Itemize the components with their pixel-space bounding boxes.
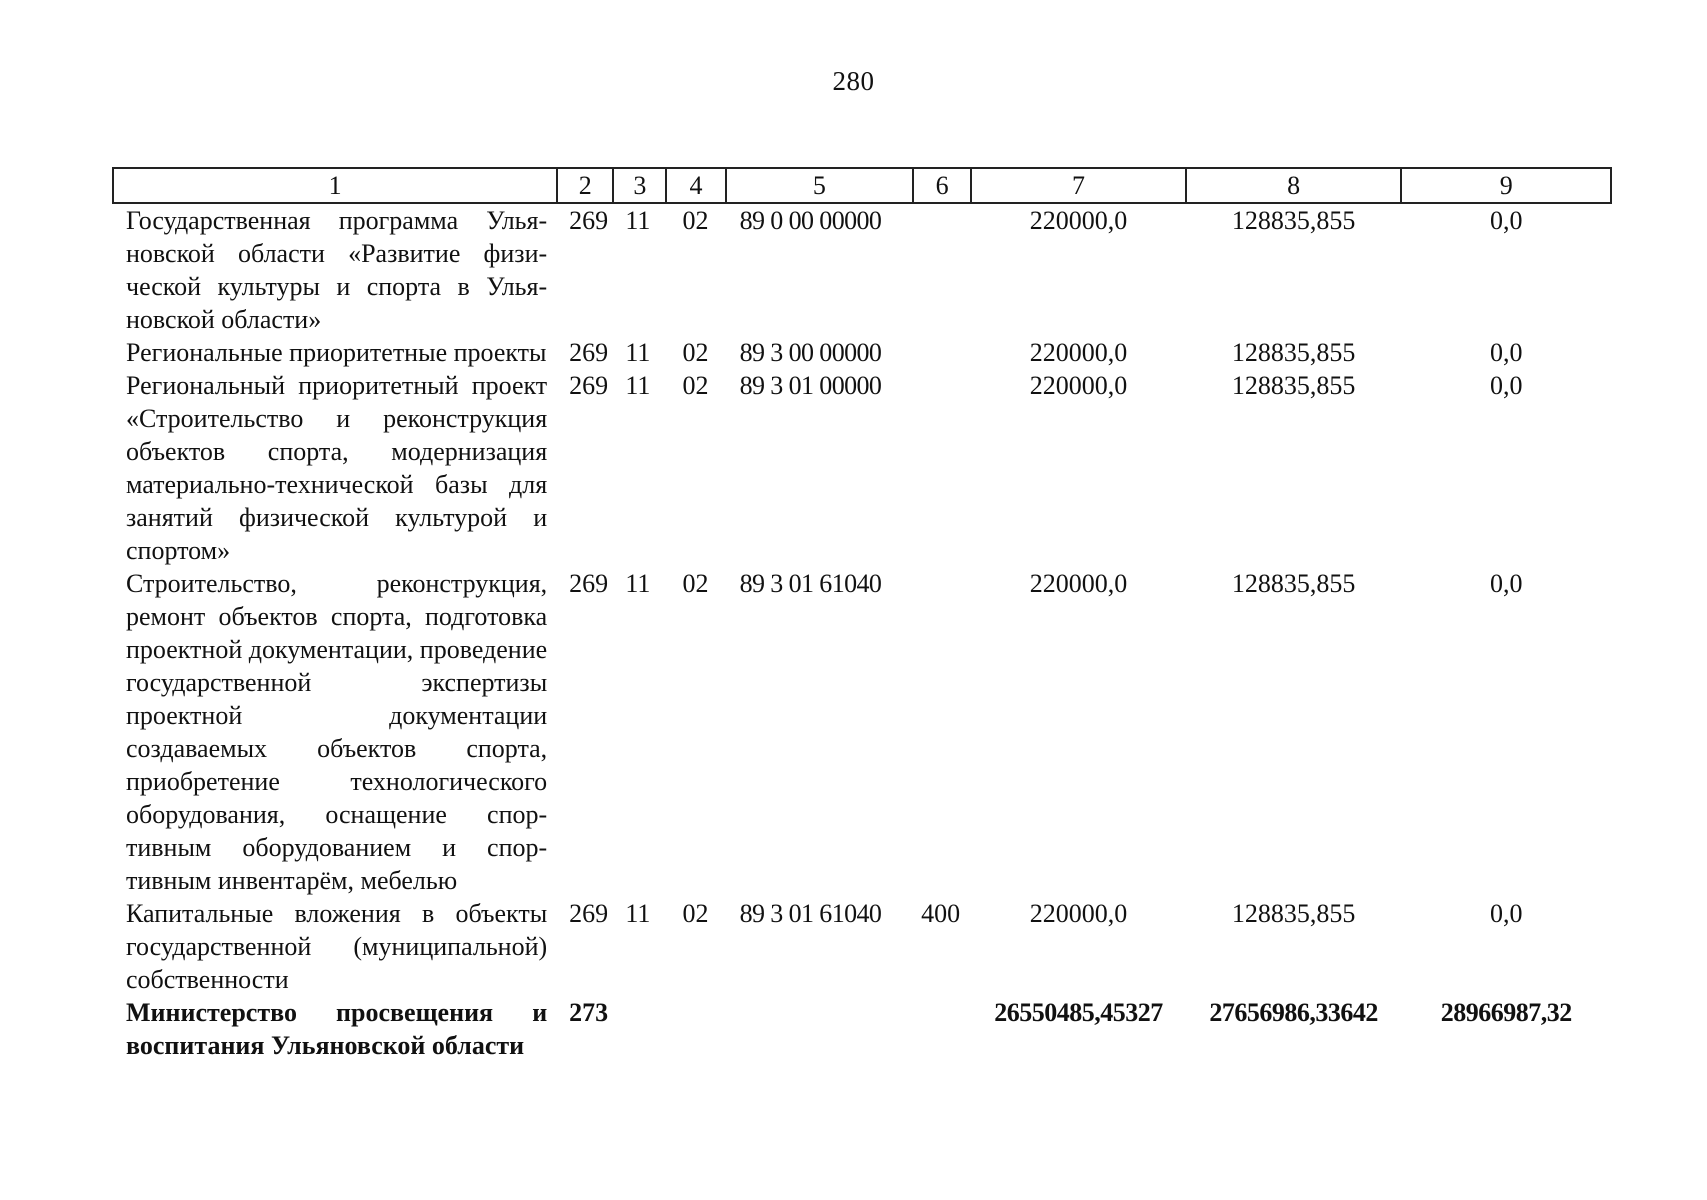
row-amount-8: 27656986,33642 <box>1209 998 1378 1027</box>
row-amount-7: 220000,0 <box>1029 338 1128 367</box>
budget-table <box>112 167 1612 1062</box>
row-amount-7: 26550485,45327 <box>994 998 1163 1027</box>
row-code-6 <box>913 203 971 336</box>
row-amount-7: 220000,0 <box>1029 569 1128 598</box>
table-row <box>113 567 1611 897</box>
row-code-4 <box>666 996 725 1062</box>
row-amount-7: 220000,0 <box>1029 899 1128 928</box>
header-col-2: 2 <box>557 168 613 203</box>
row-code-3: 11 <box>625 338 651 367</box>
row-amount-8: 128835,855 <box>1231 569 1356 598</box>
row-amount-9: 0,0 <box>1489 338 1523 367</box>
row-name: Капитальные вложения в объекты государственной (муниципальной) собственности <box>126 899 548 994</box>
row-amount-9: 0,0 <box>1489 371 1523 400</box>
header-col-6: 6 <box>913 168 971 203</box>
row-code-6: 400 <box>921 899 961 928</box>
row-code-4: 02 <box>682 206 709 235</box>
row-code-3: 11 <box>625 899 651 928</box>
row-code-3: 11 <box>625 206 651 235</box>
row-code-4: 02 <box>682 371 709 400</box>
header-col-1: 1 <box>113 168 557 203</box>
table-row <box>113 897 1611 996</box>
row-code-4: 02 <box>682 338 709 367</box>
row-code-5: 89 3 00 00000 <box>739 338 882 367</box>
table-body <box>113 203 1611 1062</box>
header-col-9: 9 <box>1401 168 1611 203</box>
row-code-6 <box>913 369 971 567</box>
header-col-5: 5 <box>726 168 914 203</box>
table-row <box>113 369 1611 567</box>
row-amount-9: 28966987,32 <box>1440 998 1572 1027</box>
row-name: Региональные приоритетные проекты <box>126 338 547 367</box>
row-code-3: 11 <box>625 569 651 598</box>
row-code-2: 269 <box>569 569 609 598</box>
row-code-5 <box>726 996 914 1062</box>
row-code-6 <box>913 567 971 897</box>
row-amount-8: 128835,855 <box>1231 899 1356 928</box>
row-name: Министерство просвещения и воспитания Ульяновской области <box>126 998 548 1060</box>
row-code-2: 273 <box>569 998 609 1027</box>
row-code-6 <box>913 996 971 1062</box>
table-row-total <box>113 996 1611 1062</box>
row-code-5: 89 3 01 61040 <box>739 899 882 928</box>
row-amount-7: 220000,0 <box>1029 206 1128 235</box>
row-code-3: 11 <box>625 371 651 400</box>
table-row <box>113 203 1611 336</box>
row-code-5: 89 3 01 61040 <box>739 569 882 598</box>
row-code-5: 89 0 00 00000 <box>739 206 882 235</box>
row-code-2: 269 <box>569 206 609 235</box>
table-header <box>113 168 1611 203</box>
row-amount-9: 0,0 <box>1489 569 1523 598</box>
table-row <box>113 336 1611 369</box>
header-col-7: 7 <box>971 168 1186 203</box>
row-code-2: 269 <box>569 899 609 928</box>
row-code-5: 89 3 01 00000 <box>739 371 882 400</box>
header-row <box>113 168 1611 203</box>
header-col-3: 3 <box>613 168 666 203</box>
header-col-8: 8 <box>1186 168 1402 203</box>
page-number: 280 <box>832 66 875 96</box>
row-code-6 <box>913 336 971 369</box>
row-amount-9: 0,0 <box>1489 899 1523 928</box>
row-code-3 <box>613 996 666 1062</box>
row-amount-9: 0,0 <box>1489 206 1523 235</box>
header-col-4: 4 <box>666 168 725 203</box>
row-code-4: 02 <box>682 569 709 598</box>
row-amount-8: 128835,855 <box>1231 371 1356 400</box>
row-code-4: 02 <box>682 899 709 928</box>
row-amount-8: 128835,855 <box>1231 206 1356 235</box>
row-amount-7: 220000,0 <box>1029 371 1128 400</box>
row-name: Строительство, реконструкция, ремонт объектов спорта, подготовка проектной документации, проведение государственной экспертизы проектной документации создаваемых объектов спорта, приобретение технологического оборудования, оснащение спортивным оборудованием и спортивным инвентарём, мебелью <box>126 569 548 895</box>
row-name: Региональный приоритетный проект «Строительство и реконструкция объектов спорта, модернизация материально-технической базы для занятий физической культурой и спортом» <box>126 371 548 565</box>
row-code-2: 269 <box>569 338 609 367</box>
row-amount-8: 128835,855 <box>1231 338 1356 367</box>
row-code-2: 269 <box>569 371 609 400</box>
row-name: Государственная программа Ульяновской области «Развитие физической культуры и спорта в Ульяновской области» <box>126 206 548 334</box>
